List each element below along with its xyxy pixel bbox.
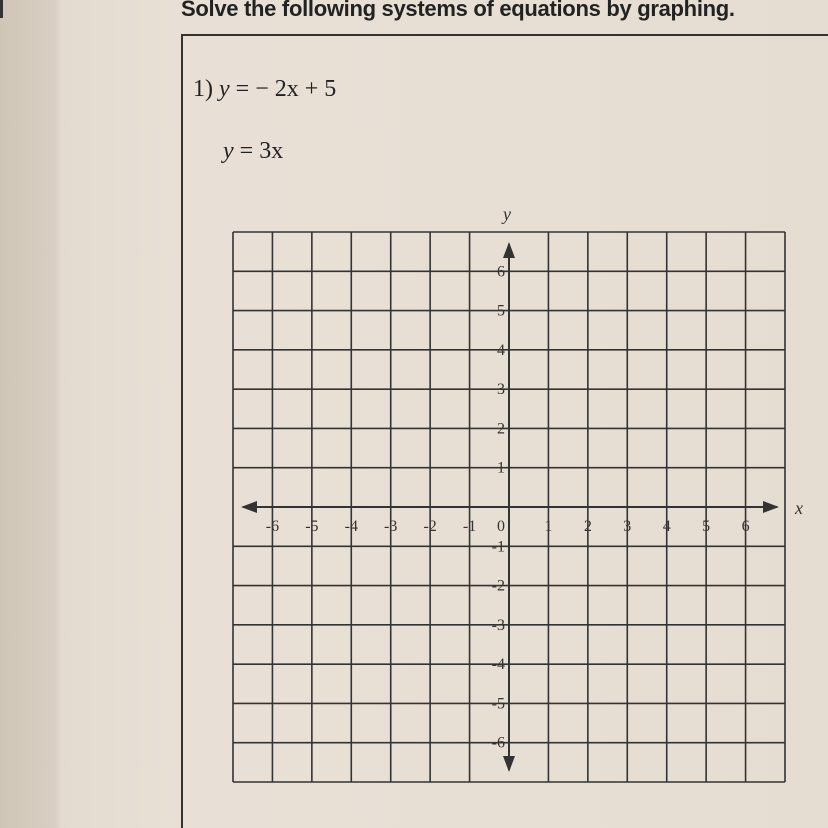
x-tick-label: 1 — [544, 518, 553, 535]
y-tick-label: -1 — [491, 538, 505, 556]
y-tick-label: -3 — [491, 616, 505, 634]
x-tick-label: 2 — [583, 518, 592, 535]
y-tick-label: -2 — [491, 577, 505, 595]
y-tick-label: 5 — [497, 302, 505, 320]
arrow-left-icon — [241, 501, 257, 513]
eq1-lhs: y — [219, 76, 230, 102]
y-tick-label: -5 — [491, 695, 505, 713]
x-tick-label: 3 — [623, 518, 632, 535]
y-tick-label: -4 — [491, 656, 505, 674]
x-tick-label: 4 — [662, 518, 671, 535]
y-tick-label: -6 — [491, 734, 505, 752]
x-tick-label: 6 — [741, 518, 750, 535]
arrow-down-icon — [503, 756, 515, 772]
problem-number: 1) — [193, 76, 213, 102]
x-tick-label: -3 — [384, 518, 398, 535]
eq2-rhs: = 3x — [239, 138, 284, 164]
y-tick-label: 3 — [497, 381, 505, 399]
instructions: Solve the following systems of equations by graphing. — [181, 0, 735, 21]
x-tick-label: -4 — [344, 518, 358, 535]
eq2-lhs: y — [223, 138, 234, 164]
x-tick-label: -6 — [265, 518, 280, 535]
x-axis-label: x — [795, 498, 803, 518]
eq1-rhs: = − 2x + 5 — [235, 76, 337, 102]
y-tick-label: 2 — [497, 420, 505, 438]
x-tick-label: -2 — [423, 518, 437, 535]
arrow-up-icon — [503, 242, 515, 258]
y-tick-label: 4 — [497, 341, 505, 359]
x-tick-label: -5 — [305, 518, 319, 535]
y-tick-label: 6 — [497, 263, 505, 281]
arrow-right-icon — [763, 501, 779, 513]
x-tick-label: -1 — [462, 518, 477, 535]
y-axis-label: y — [503, 204, 511, 224]
y-tick-label: 1 — [497, 459, 505, 477]
x-tick-label: 5 — [702, 518, 711, 535]
x-tick-label: 0 — [497, 518, 505, 535]
axes — [241, 242, 779, 772]
